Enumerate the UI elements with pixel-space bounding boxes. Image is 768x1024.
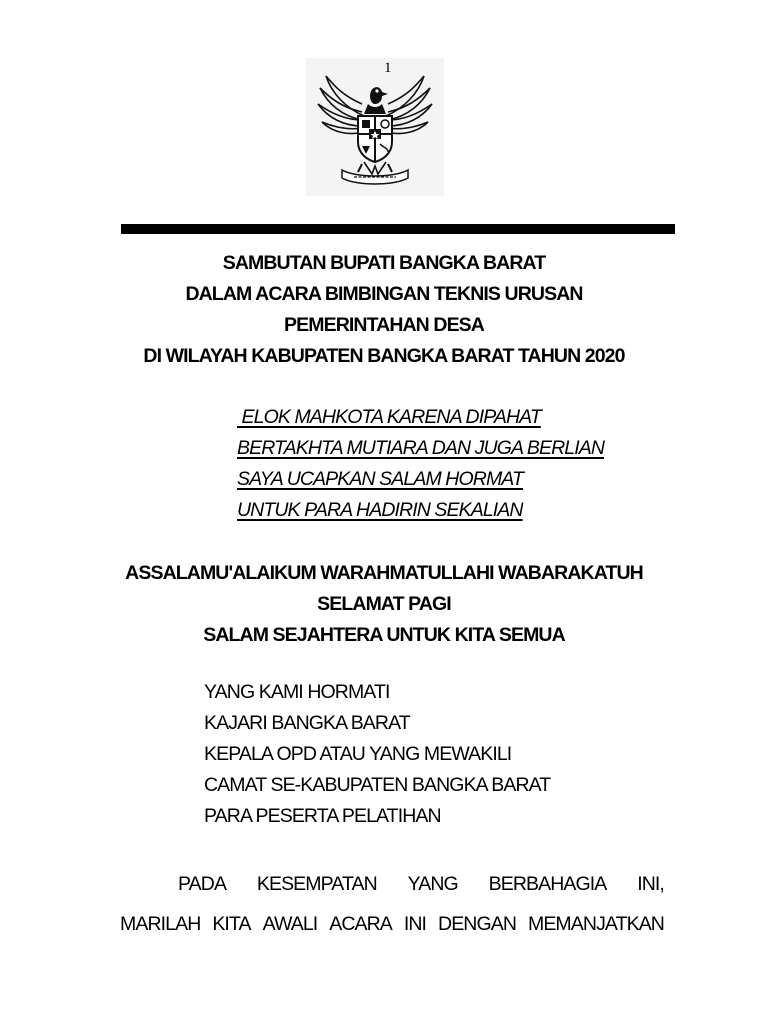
body-word: KITA [212, 913, 251, 935]
greeting-line: SELAMAT PAGI [317, 593, 451, 615]
greeting-line: SALAM SEJAHTERA UNTUK KITA SEMUA [203, 624, 565, 646]
page-number: 1 [384, 60, 392, 76]
title-line-1: SAMBUTAN BUPATI BANGKA BARAT [222, 252, 546, 274]
body-word: MEMANJATKAN [527, 913, 664, 935]
body-word: MARILAH [120, 913, 201, 935]
pantun-line: ELOK MAHKOTA KARENA DIPAHAT [237, 406, 541, 428]
addressee-line: KAJARI BANGKA BARAT [204, 712, 410, 734]
garuda-emblem-icon [306, 58, 444, 196]
addressee-line: KEPALA OPD ATAU YANG MEWAKILI [204, 743, 512, 765]
pantun-line: UNTUK PARA HADIRIN SEKALIAN [237, 499, 523, 521]
body-word: ACARA [329, 913, 392, 935]
body-paragraph-line-1 [178, 873, 664, 896]
body-word: BERBAHAGIA [488, 873, 607, 895]
addressee-line: PARA PESERTA PELATIHAN [204, 805, 441, 827]
addressee-line: CAMAT SE-KABUPATEN BANGKA BARAT [204, 774, 551, 796]
body-word: INI [403, 913, 427, 935]
title-line-3: PEMERINTAHAN DESA [284, 314, 484, 336]
pantun-line: BERTAKHTA MUTIARA DAN JUGA BERLIAN [237, 437, 605, 459]
body-word: AWALI [262, 913, 318, 935]
body-word: INI, [637, 873, 664, 895]
title-line-2: DALAM ACARA BIMBINGAN TEKNIS URUSAN [185, 283, 583, 305]
title-line-4: DI WILAYAH KABUPATEN BANGKA BARAT TAHUN 2020 [143, 345, 625, 367]
addressee-line: YANG KAMI HORMATI [204, 681, 390, 703]
body-word: PADA [178, 873, 227, 895]
greeting-line: ASSALAMU'ALAIKUM WARAHMATULLAHI WABARAKATUH [125, 562, 643, 584]
body-word: KESEMPATAN [256, 873, 377, 895]
header-rule [121, 224, 675, 234]
body-paragraph-line-2 [120, 913, 664, 936]
body-word: DENGAN [438, 913, 517, 935]
pantun-line: SAYA UCAPKAN SALAM HORMAT [237, 468, 523, 490]
body-word: YANG [407, 873, 458, 895]
